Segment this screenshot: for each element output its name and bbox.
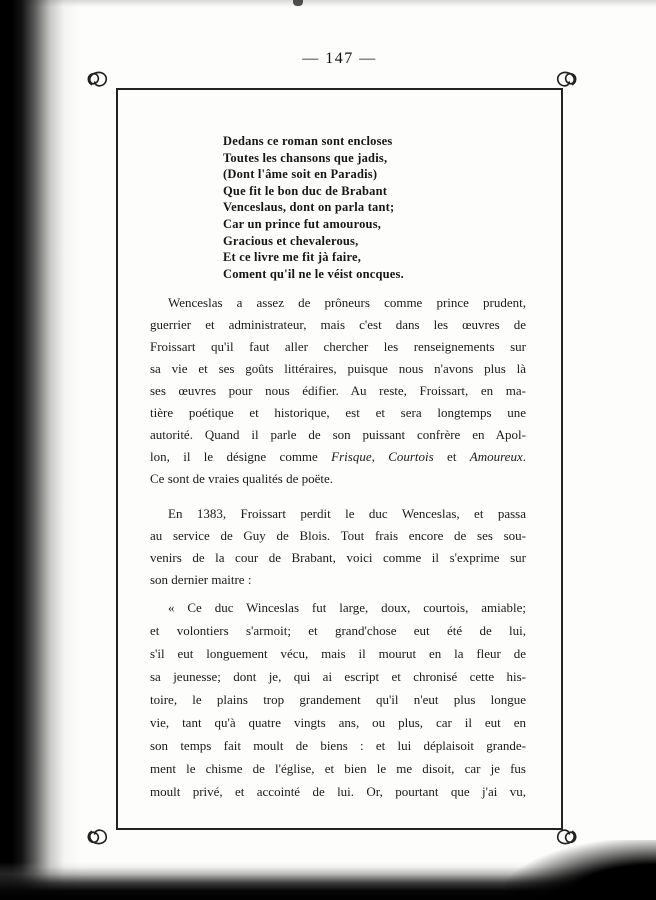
scan-edge-left — [0, 0, 82, 900]
text-segment: lon, il le désigne comme — [150, 449, 332, 464]
text-line: « Ce duc Winceslas fut large, doux, courtois, amiable; — [168, 600, 526, 615]
text-line: Toutes les chansons que jadis, — [223, 150, 388, 165]
text-line: Froissart qu'il faut aller chercher les renseignements sur — [150, 339, 526, 354]
text-line: Venceslaus, dont on parla tant; — [223, 200, 395, 215]
italic-text: Frisque, Courtois — [331, 449, 434, 464]
text-line: Dedans ce roman sont encloses — [223, 134, 393, 148]
text-line: En 1383, Froissart perdit le duc Wenceslas, et passa — [168, 506, 526, 521]
text-line: ses œuvres pour nous édifier. Au reste, Froissart, en ma- — [150, 383, 526, 398]
text-line: ment le chisme de l'église, et bien le me disoit, car je fus — [150, 761, 526, 776]
text-line: s'il eut longuement vécu, mais il mourut en la fleur de — [150, 646, 526, 661]
text-line: son temps fait moult de biens : et lui déplaisoit grande- — [150, 738, 526, 753]
text-segment: . — [522, 449, 526, 464]
text-line: Coment qu'il ne le véist oncques. — [223, 266, 404, 281]
text-line: Car un prince fut amourous, — [223, 216, 382, 231]
text-line: et volontiers s'armoit; et grand'chose eut été de lui, — [150, 623, 526, 638]
text-line: venirs de la cour de Brabant, voici comme il s'exprime sur — [150, 550, 526, 565]
text-segment: et — [433, 449, 470, 464]
text-line: sa vie et ses goûts littéraires, puisque nous n'avons plus là — [150, 361, 526, 376]
text-line: toire, le plains trop grandement qu'il n'eut plus longue — [150, 692, 526, 707]
corner-ornament-icon — [551, 64, 579, 92]
text-line: Gracious et chevalerous, — [223, 233, 359, 248]
scan-corner-bottom-right — [506, 840, 656, 900]
text-line: tière poétique et historique, est et sera longtemps une — [150, 405, 526, 420]
text-line: moult privé, et accointé de lui. Or, pourtant que j'ai vu, — [150, 784, 526, 799]
text-line: Que fit le bon duc de Brabant — [223, 183, 388, 198]
verse-block — [223, 133, 483, 282]
text-line: Wenceslas a assez de prôneurs comme prince prudent, — [168, 295, 526, 310]
text-line: (Dont l'âme soit en Paradis) — [223, 167, 378, 182]
text-line: vie, tant qu'à quatre vingts ans, ou plus, car il eut en — [150, 715, 526, 730]
corner-ornament-icon — [85, 64, 113, 92]
text-line: guerrier et administrateur, mais c'est dans les œuvres de — [150, 317, 526, 332]
text-line: au service de Guy de Blois. Tout frais encore de ses sou- — [150, 528, 526, 543]
text-line: sa jeunesse; dont je, qui ai escript et chronisé cette his- — [150, 669, 526, 684]
scan-speck — [293, 0, 303, 6]
corner-ornament-icon — [85, 824, 113, 852]
text-line: son dernier maitre : — [150, 572, 252, 587]
scan-edge-top — [0, 0, 656, 7]
text-line: Ce sont de vraies qualités de poëte. — [150, 471, 334, 486]
text-line: autorité. Quand il parle de son puissant confrère en Apol- — [150, 427, 526, 442]
italic-text: Amoureux — [469, 449, 523, 464]
paragraph — [150, 292, 526, 490]
page-number: — 147 — — [302, 50, 377, 67]
paragraph — [150, 503, 526, 591]
text-line — [150, 446, 526, 468]
paragraph-quote — [150, 596, 526, 803]
text-line: Et ce livre me fit jà faire, — [223, 250, 362, 265]
